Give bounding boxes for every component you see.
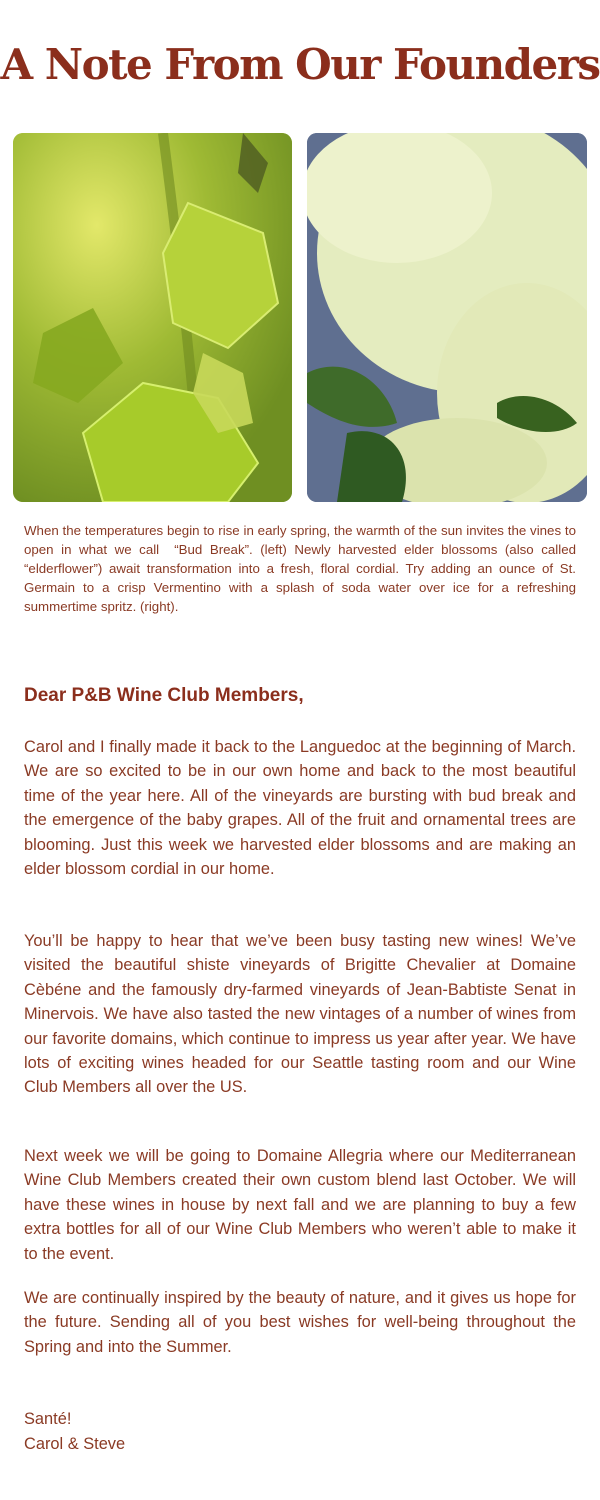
photo-caption: When the temperatures begin to rise in early spring, the warmth of the sun invites the vines to open in what we call “Bud Break”. (left) Newly harvested elder blossoms (also called “elderflower”) await transformation into a fresh, floral cordial. Try adding an ounce of St. Germain to a crisp Vermentino with a splash of soda water over ice for a refreshing summertime spritz. (right). [24, 523, 576, 614]
elder-blossoms-photo [307, 133, 587, 502]
letter-paragraph: You’ll be happy to hear that we’ve been busy tasting new wines! We’ve visited the beautiful shiste vineyards of Brigitte Chevalier at Domaine Cèbéne and the famously dry-farmed vineyards of Jean-Babtiste Senat in Minervois. We have also tasted the new vintages of a number of wines from our favorite domains, which continue to impress us year after year. We have lots of exciting wines headed for our Seattle tasting room and our Wine Club Members all over the US. [24, 932, 576, 1097]
signoff-greeting: Santé! [24, 1410, 72, 1428]
vine-bud-break-photo [13, 133, 292, 502]
signoff [24, 1407, 125, 1457]
salutation: Dear P&B Wine Club Members, [24, 685, 304, 706]
signoff-names: Carol & Steve [24, 1435, 126, 1453]
letter-paragraph: Carol and I finally made it back to the Languedoc at the beginning of March. We are so excited to be in our own home and back to the most beautiful time of the year here. All of the vineyards are bursting with bud break and the emergence of the baby grapes. All of the fruit and ornamental trees are blooming. Just this week we harvested elder blossoms and are making an elder blossom cordial in our home. [24, 738, 576, 879]
page-title: A Note From Our Founders [0, 40, 600, 89]
letter-paragraph: We are continually inspired by the beauty of nature, and it gives us hope for the future. Sending all of you best wishes for well-being throughout the Spring and into the Summer. [24, 1289, 576, 1356]
letter-paragraph: Next week we will be going to Domaine Allegria where our Mediterranean Wine Club Members created their own custom blend last October. We will have these wines in house by next fall and we are planning to buy a few extra bottles for all of our Wine Club Members who weren’t able to make it to the event. [24, 1147, 576, 1263]
